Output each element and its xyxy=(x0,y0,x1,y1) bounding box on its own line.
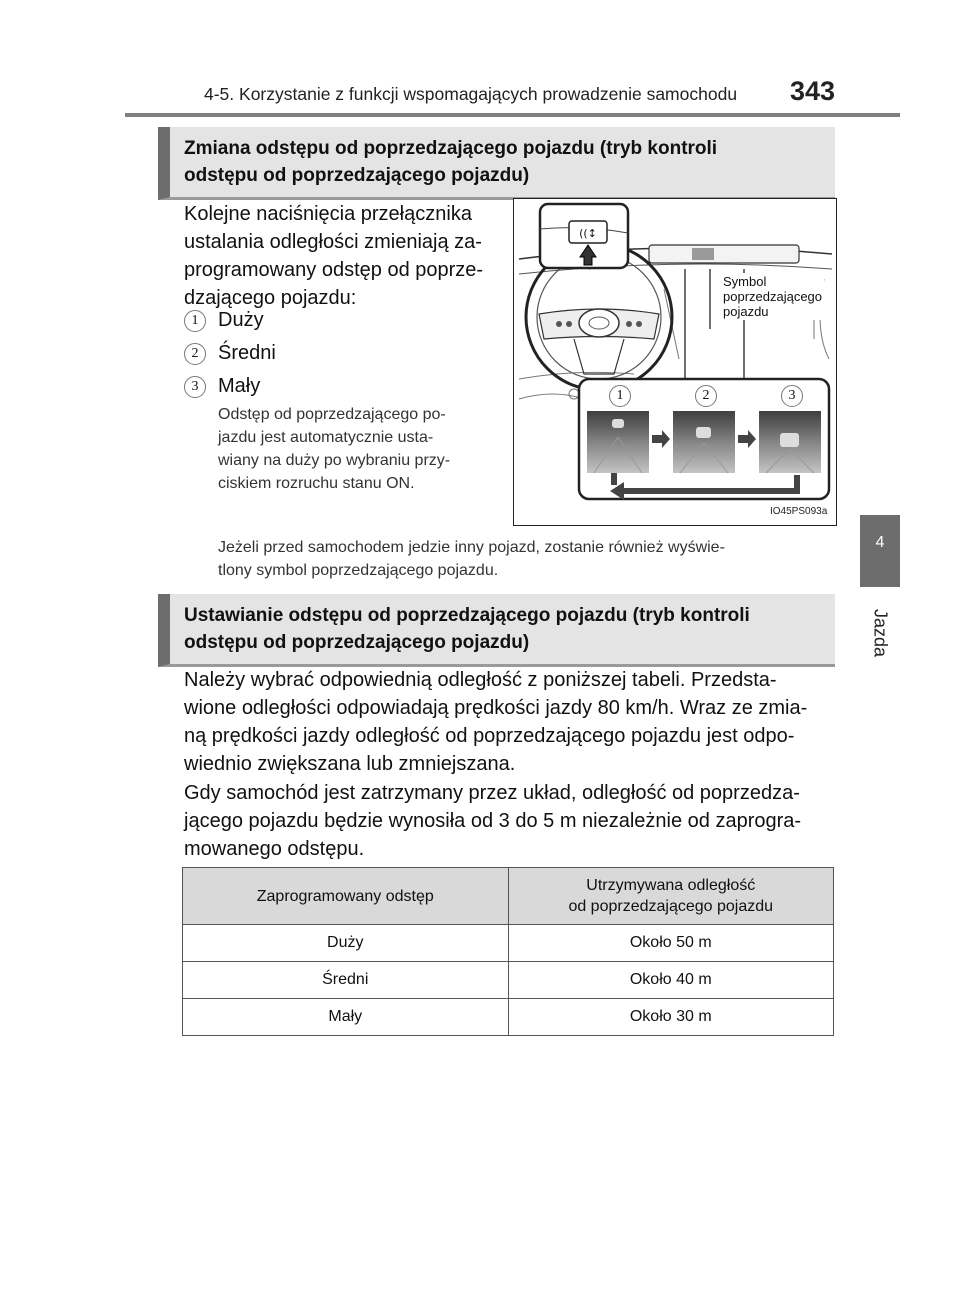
intro-line: ustalania odległości zmieniają za- xyxy=(184,231,482,253)
intro-line: programowany odstęp od poprze- xyxy=(184,259,484,281)
paragraph-stopped-distance xyxy=(184,779,835,863)
option-label: Mały xyxy=(218,375,261,397)
page-number: 343 xyxy=(790,76,836,106)
option-number: 3 xyxy=(184,376,206,398)
default-setting-note xyxy=(218,403,496,495)
chapter-tab xyxy=(860,515,900,587)
distance-option-list xyxy=(184,306,276,405)
chapter-label xyxy=(852,605,908,661)
section-heading-2 xyxy=(158,594,835,667)
running-header-title: 4-5. Korzystanie z funkcji wspomagających prowadzenie samochodu xyxy=(204,84,738,104)
intro-paragraph xyxy=(184,200,494,312)
dashboard-illustration xyxy=(514,199,836,525)
paragraph-line: wiednio zwiększana lub zmniejszana. xyxy=(184,753,516,775)
section-heading-2-line1: Ustawianie odstępu od poprzedzającego pojazdu (tryb kontroli xyxy=(184,605,750,626)
paragraph-line: wione odległości odpowiadają prędkości jazdy 80 km/h. Wraz ze zmia- xyxy=(184,697,808,719)
note-line: Jeżeli przed samochodem jedzie inny pojazd, zostanie również wyświe- xyxy=(218,539,725,556)
table-cell: Średni xyxy=(183,962,509,999)
image-code: IO45PS093a xyxy=(770,506,828,517)
table-header-cell xyxy=(508,868,834,925)
table-cell: Około 50 m xyxy=(508,925,834,962)
table-cell: Około 30 m xyxy=(508,999,834,1036)
table-cell: Mały xyxy=(183,999,509,1036)
section-heading-2-line2: odstępu od poprzedzającego pojazdu) xyxy=(184,632,530,653)
display-medium xyxy=(673,411,735,473)
lead-vehicle-note xyxy=(218,536,835,582)
figure-distance-switch xyxy=(513,198,837,526)
figure-number: 3 xyxy=(781,385,803,407)
option-number: 2 xyxy=(184,343,206,365)
intro-line: Kolejne naciśnięcia przełącznika xyxy=(184,203,472,225)
table-row xyxy=(183,925,834,962)
table-row xyxy=(183,962,834,999)
note-line: tlony symbol poprzedzającego pojazdu. xyxy=(218,562,499,579)
paragraph-line: Gdy samochód jest zatrzymany przez układ, odległość od poprzedza- xyxy=(184,782,800,804)
figure-number: 1 xyxy=(609,385,631,407)
header-rule xyxy=(125,113,900,117)
intro-line: dzającego pojazdu: xyxy=(184,287,357,309)
section-heading-1-line1: Zmiana odstępu od poprzedzającego pojazdu (tryb kontroli xyxy=(184,138,718,159)
table-header-row xyxy=(183,868,834,925)
note-line: Odstęp od poprzedzającego po- xyxy=(218,406,446,423)
callout-line: pojazdu xyxy=(723,304,769,319)
header-line: Utrzymywana odległość xyxy=(586,877,756,894)
figure-number: 2 xyxy=(695,385,717,407)
header-line: od poprzedzającego pojazdu xyxy=(568,898,774,915)
callout-label xyxy=(721,273,824,320)
paragraph-line: jącego pojazdu będzie wynosiła od 3 do 5 m niezależnie od zaprogra- xyxy=(184,810,802,832)
note-line: jazdu jest automatycznie usta- xyxy=(218,429,434,446)
section-heading-1 xyxy=(158,127,835,200)
paragraph-line: mowanego odstępu. xyxy=(184,838,365,860)
paragraph-line: ną prędkości jazdy odległość od poprzedzającego pojazdu jest odpo- xyxy=(184,725,795,747)
section-heading-1-line2: odstępu od poprzedzającego pojazdu) xyxy=(184,165,530,186)
option-number: 1 xyxy=(184,310,206,332)
table-header-cell: Zaprogramowany odstęp xyxy=(183,868,509,925)
paragraph-select-distance xyxy=(184,666,835,778)
paragraph-line: Należy wybrać odpowiednią odległość z poniższej tabeli. Przedsta- xyxy=(184,669,777,691)
chapter-number: 4 xyxy=(875,534,885,551)
distance-table xyxy=(182,867,834,1036)
callout-line: Symbol xyxy=(723,274,767,289)
note-line: wiany na duży po wybraniu przy- xyxy=(218,452,451,469)
distance-switch-icon: ((↕ xyxy=(579,227,597,240)
option-label: Duży xyxy=(218,309,264,331)
table-row xyxy=(183,999,834,1036)
table-cell: Około 40 m xyxy=(508,962,834,999)
table-cell: Duży xyxy=(183,925,509,962)
distance-option xyxy=(184,306,276,339)
note-line: ciskiem rozruchu stanu ON. xyxy=(218,475,415,492)
chapter-name: Jazda xyxy=(870,608,891,658)
callout-line: poprzedzającego xyxy=(723,289,823,304)
distance-option xyxy=(184,339,276,372)
distance-option xyxy=(184,372,276,405)
option-label: Średni xyxy=(218,342,276,364)
